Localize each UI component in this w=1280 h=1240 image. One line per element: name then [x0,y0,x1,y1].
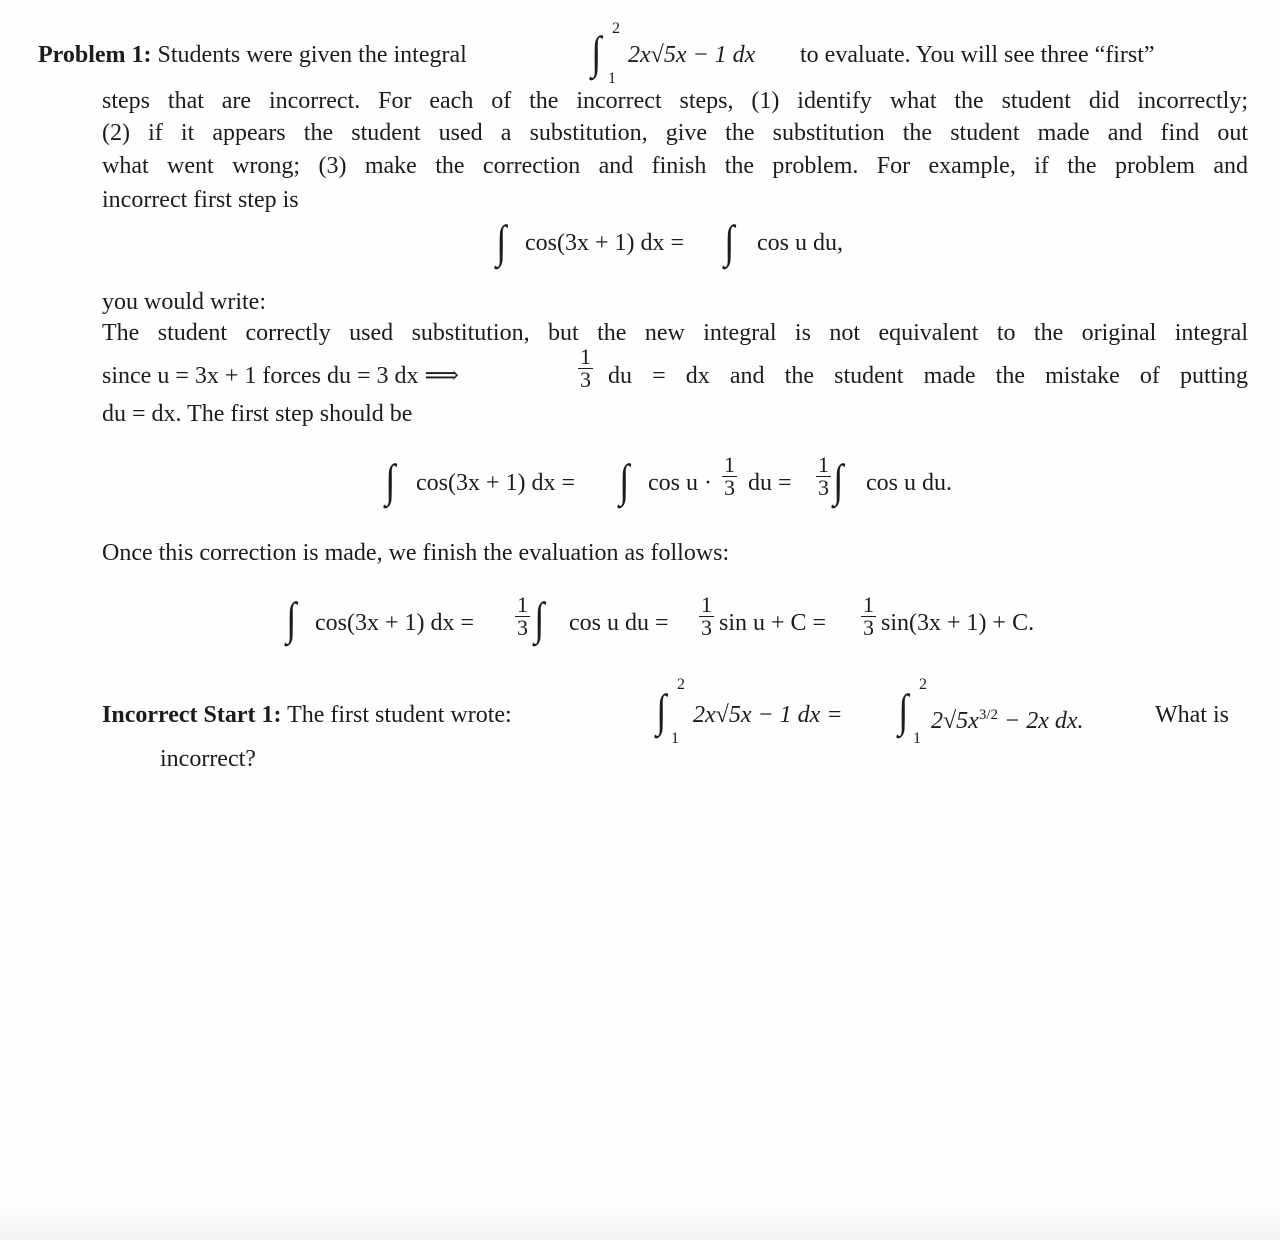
explanation-line-2b: du = dx and the student made the mistake of putting [608,363,1248,389]
problem-line-5: incorrect first step is [102,187,299,213]
problem-line-1: Problem 1: Students were given the integral [38,42,467,68]
explanation-line-1: The student correctly used substitution, but the new integral is not equivalent to the original integral [102,320,1248,346]
incorrect-start-equation: ∫ 2 1 2x√5x − 1 dx = ∫ 2 1 $2√5x^{3/2} - 2x$ dx. [656,676,1084,747]
problem-line-1-end: to evaluate. You will see three “first” [800,42,1155,68]
problem-integral [590,20,790,87]
problem-label: Problem 1: [38,42,152,68]
incorrect-start-question: incorrect? [160,746,256,772]
page-bottom-shadow [0,1200,1280,1240]
finish-text: Once this correction is made, we finish the evaluation as follows: [102,540,730,566]
integrand: 2x√5x − 1 dx [628,42,756,68]
example-equation-1: ∫ cos(3x + 1) dx = ∫ cos u du, [496,216,843,267]
incorrect-start-what-is: What is [1155,702,1229,728]
explanation-line-3: du = dx. The first step should be [102,401,413,427]
fraction-one-third: $\frac{1}{3}$ [580,344,591,392]
example-equation-3: ∫ cos(3x + 1) dx = $\frac{1}{3}$ ∫ cos u du = $\frac{1}{3}$ sin u + C = $\frac{1}{3}$ sin(3x + 1) + C. [286,592,1035,644]
example-equation-2: ∫ cos(3x + 1) dx = ∫ cos u · $\frac{1}{3}$ du = $\frac{1}{3}$ ∫ cos u du. [385,452,952,506]
problem-line-3: (2) if it appears the student used a substitution, give the substitution the student made and find out [102,120,1248,146]
explanation-line-2a: since u = 3x + 1 forces du = 3 dx ⟹ [102,363,459,389]
problem-line-4: what went wrong; (3) make the correction and finish the problem. For example, if the problem and [102,153,1248,179]
you-would-write: you would write: [102,289,266,315]
incorrect-start-line: Incorrect Start 1: The first student wrote: [102,702,512,728]
incorrect-start-label: Incorrect Start 1: [102,702,282,728]
integral-sign: ∫ [591,27,602,78]
integral-upper-limit: 2 [612,20,620,37]
problem-line-2: steps that are incorrect. For each of the incorrect steps, (1) identify what the student did incorrectly; [102,88,1248,114]
integral-lower-limit: 1 [608,70,616,87]
